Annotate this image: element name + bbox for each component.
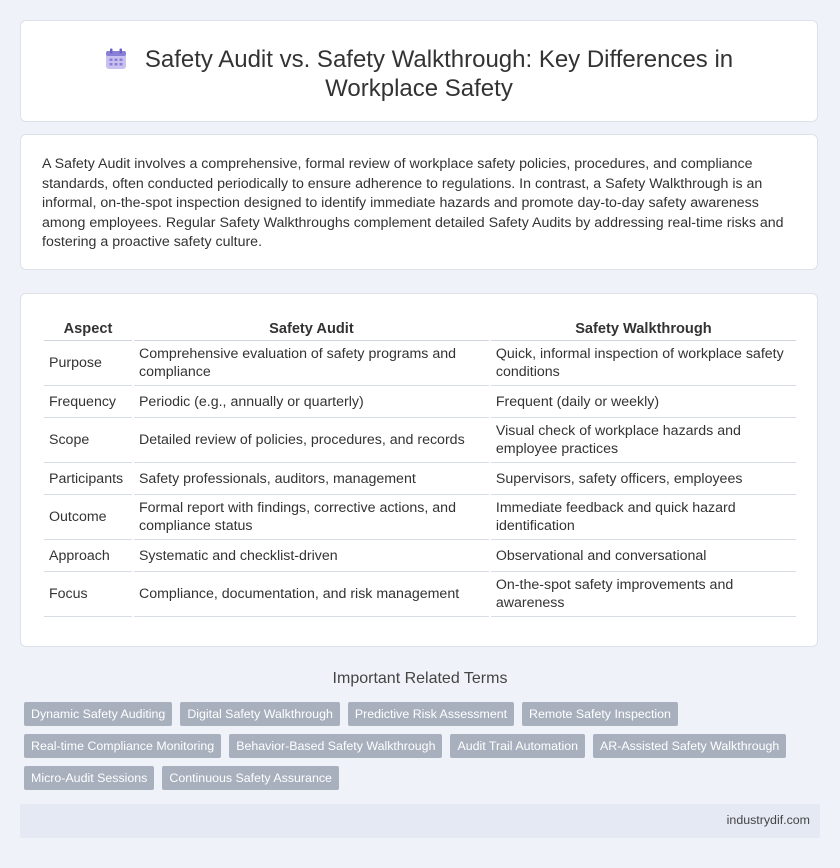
aspect-cell: Scope (44, 418, 132, 463)
title-card (20, 20, 818, 122)
walkthrough-cell: Observational and conversational (491, 540, 796, 572)
related-term-tag[interactable]: AR-Assisted Safety Walkthrough (593, 734, 786, 758)
audit-cell: Comprehensive evaluation of safety programs and compliance (134, 341, 489, 386)
comparison-card (20, 293, 818, 647)
aspect-cell: Approach (44, 540, 132, 572)
walkthrough-cell: Immediate feedback and quick hazard identification (491, 495, 796, 540)
audit-cell: Periodic (e.g., annually or quarterly) (134, 386, 489, 418)
related-term-tag[interactable]: Behavior-Based Safety Walkthrough (229, 734, 442, 758)
comparison-table (42, 314, 798, 617)
page-title: Safety Audit vs. Safety Walkthrough: Key Differences in Workplace Safety (144, 46, 734, 102)
walkthrough-cell: Visual check of workplace hazards and employee practices (491, 418, 796, 463)
table-row (44, 572, 796, 617)
related-terms-tags (24, 702, 814, 790)
table-row (44, 540, 796, 572)
aspect-cell: Outcome (44, 495, 132, 540)
aspect-cell: Participants (44, 463, 132, 495)
related-term-tag[interactable]: Real-time Compliance Monitoring (24, 734, 221, 758)
intro-paragraph: A Safety Audit involves a comprehensive, formal review of workplace safety policies, procedures, and compliance standards, often conducted periodically to ensure adherence to regulations. In contrast, a Safety Walkthrough is an informal, on-the-spot inspection designed to identify immediate hazards and promote day-to-day safety awareness among employees. Regular Safety Walkthroughs complement detailed Safety Audits by addressing real-time risks and fostering a proactive safety culture. (42, 156, 784, 250)
related-term-tag[interactable]: Audit Trail Automation (450, 734, 585, 758)
footer-site-link[interactable]: industrydif.com (726, 813, 810, 827)
audit-cell: Systematic and checklist-driven (134, 540, 489, 572)
calendar-icon (105, 48, 127, 70)
related-term-tag[interactable]: Micro-Audit Sessions (24, 766, 154, 790)
table-row (44, 386, 796, 418)
walkthrough-cell: Quick, informal inspection of workplace safety conditions (491, 341, 796, 386)
header-safety-audit: Safety Audit (134, 314, 489, 341)
table-header-row (44, 314, 796, 341)
header-safety-walkthrough: Safety Walkthrough (491, 314, 796, 341)
footer (20, 804, 820, 838)
table-row (44, 341, 796, 386)
walkthrough-cell: On-the-spot safety improvements and awareness (491, 572, 796, 617)
audit-cell: Safety professionals, auditors, management (134, 463, 489, 495)
audit-cell: Formal report with findings, corrective actions, and compliance status (134, 495, 489, 540)
aspect-cell: Focus (44, 572, 132, 617)
aspect-cell: Purpose (44, 341, 132, 386)
aspect-cell: Frequency (44, 386, 132, 418)
related-terms-heading: Important Related Terms (332, 670, 508, 687)
walkthrough-cell: Supervisors, safety officers, employees (491, 463, 796, 495)
walkthrough-cell: Frequent (daily or weekly) (491, 386, 796, 418)
table-row (44, 463, 796, 495)
related-term-tag[interactable]: Continuous Safety Assurance (162, 766, 339, 790)
table-row (44, 418, 796, 463)
related-term-tag[interactable]: Predictive Risk Assessment (348, 702, 514, 726)
header-aspect: Aspect (44, 314, 132, 341)
related-term-tag[interactable]: Dynamic Safety Auditing (24, 702, 172, 726)
audit-cell: Compliance, documentation, and risk management (134, 572, 489, 617)
intro-card (20, 134, 818, 270)
audit-cell: Detailed review of policies, procedures, and records (134, 418, 489, 463)
related-term-tag[interactable]: Remote Safety Inspection (522, 702, 678, 726)
related-term-tag[interactable]: Digital Safety Walkthrough (180, 702, 340, 726)
table-row (44, 495, 796, 540)
